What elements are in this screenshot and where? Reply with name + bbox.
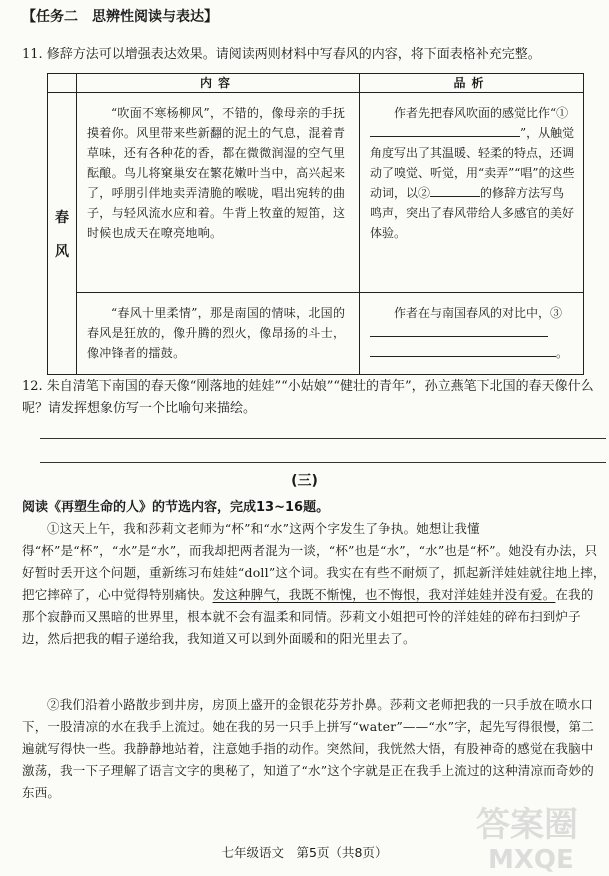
- paragraph-2: ②我们沿着小路散步到井房，房顶上盛开的金银花芬芳扑鼻。莎莉文老师把我的一只手放在喷水口下，一股清凉的水在我手上流过。她在我的另一只手上拼写“water”——“水”字，起先写得很慢，第二遍就写得快一些。我静静地站着，注意她手指的动作。突然间，我恍然大悟，有股神奇的感觉在我脑中激荡，我一下子理解了语言文字的奥秘了，知道了“水”这个字就是正在我手上流过的这种清凉而奇妙的东西。: [22, 697, 594, 800]
- answer-line-1[interactable]: [40, 438, 606, 439]
- side-label: 春 风: [48, 93, 77, 375]
- spring-wind-table: [47, 73, 584, 375]
- paragraph-1: ①这天上午，我和莎莉文老师为“杯”和“水”这两个字发生了争执。她想让我懂得“杯”是“杯”，“水”是“水”，而我却把两者混为一谈，“杯”也是“水”，“水”也是“杯”。她没有办法，只好暂时丢开这个问题，重新练习布娃娃“doll”这个词。我实在有些不耐烦了，抓起新洋娃娃就往地上摔，把它摔碎了，心中觉得特别痛快。发这种脾气，我既不惭愧，也不悔恨，我对洋娃娃并没有爱。在我的那个寂静而又黑暗的世界里，根本就不会有温柔和同情。莎莉文小姐把可怜的洋娃娃的碎布扫到炉子边，然后把我的帽子递给我，我知道又可以到外面暖和的阳光里去了。: [22, 521, 606, 646]
- underlined-sentence: 发这种脾气，我既不惭愧，也不悔恨，我对洋娃娃并没有爱。: [212, 587, 556, 602]
- watermark-logo: [470, 796, 608, 874]
- svg-text:MXQE: MXQE: [488, 845, 574, 874]
- blank-3[interactable]: [370, 336, 548, 337]
- row1-analysis: 作者先把春风吹面的感觉比作“①”，从触觉角度写出了其温暖、轻柔的特点，还调动了嗅觉、听觉，用“卖弄”“唱”的这些动词，以② 的修辞方法写鸟鸣声，突出了春风带给人多感官的美好体验。: [360, 93, 584, 293]
- row2-content: “春风十里柔情”，那是南国的情味，北国的春风是狂放的，像升腾的烈火，像昂扬的斗士，像冲锋者的擂鼓。: [77, 293, 360, 375]
- section-title: (三): [291, 473, 318, 489]
- blank-2[interactable]: [430, 196, 480, 197]
- blank-3-cont[interactable]: [370, 356, 556, 357]
- svg-text:答案圈: 答案圈: [476, 805, 578, 845]
- blank-1[interactable]: [370, 136, 520, 137]
- task-heading: 【任务二 思辨性阅读与表达】: [22, 9, 218, 25]
- table-corner: [48, 74, 77, 93]
- col-header-content: 内容: [77, 74, 360, 93]
- page-footer: 七年级语文 第5页（共8页）: [221, 845, 388, 860]
- row1-content: “吹面不寒杨柳风”，不错的，像母亲的手抚摸着你。风里带来些新翻的泥土的气息，混着青草味，还有各种花的香，都在微微润湿的空气里酝酿。鸟儿将窠巢安在繁花嫩叶当中，高兴起来了，呼朋引伴地卖弄清脆的喉咙，唱出宛转的曲子，与轻风流水应和着。牛背上牧童的短笛，这时候也成天在嘹亮地响。: [77, 93, 360, 293]
- reading-intro: 阅读《再塑生命的人》的节选内容，完成13~16题。: [22, 500, 330, 515]
- col-header-analysis: 品析: [360, 74, 584, 93]
- answer-line-2[interactable]: [40, 462, 606, 463]
- row2-analysis: 作者在与南国春风的对比中，③ 。: [360, 293, 584, 375]
- question-11: 11. 修辞方法可以增强表达效果。请阅读两则材料中写春风的内容，将下面表格补充完整。: [22, 47, 541, 62]
- question-12: 12. 朱自清笔下南国的春天像“刚落地的娃娃”“小姑娘”“健壮的青年”，孙立燕笔下北国的春天像什么呢？请发挥想象仿写一个比喻句来描绘。: [22, 379, 594, 416]
